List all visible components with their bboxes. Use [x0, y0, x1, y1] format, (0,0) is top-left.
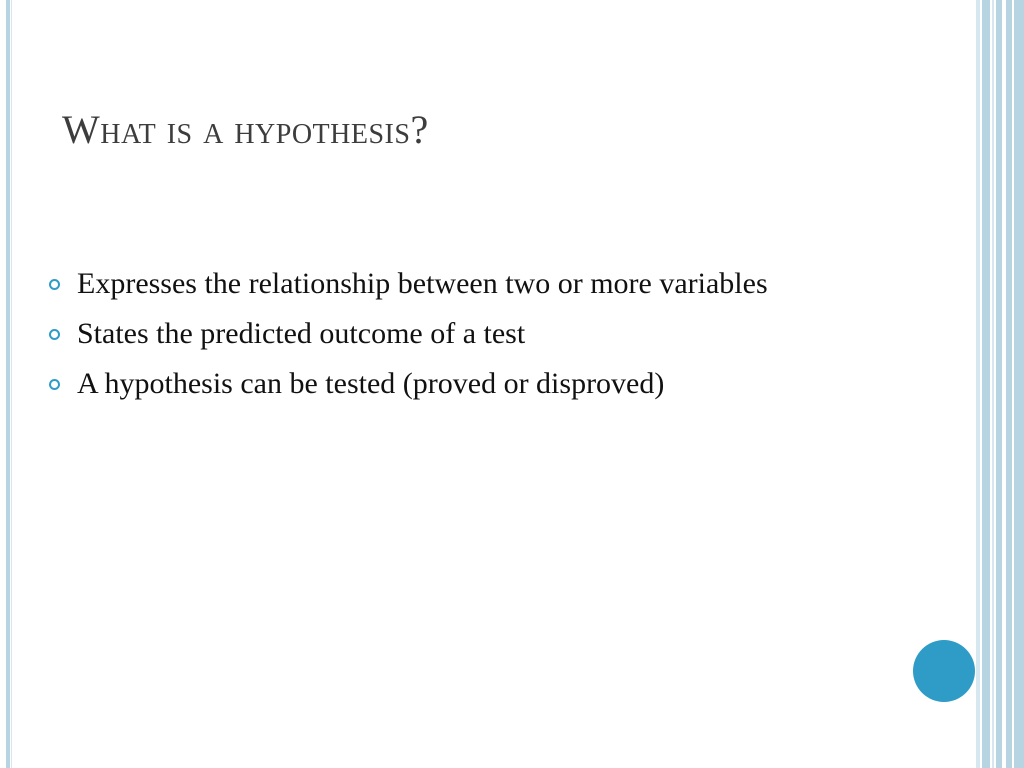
bullet-text: Expresses the relationship between two or more variables: [77, 267, 768, 300]
bullet-text: A hypothesis can be tested (proved or disproved): [77, 367, 665, 400]
ring-bullet-icon: [49, 279, 60, 290]
bullet-item: [46, 364, 846, 404]
slide-title: What is a hypothesis?: [62, 107, 429, 152]
right-stripe: [982, 0, 990, 768]
right-stripe: [1006, 0, 1024, 768]
bullet-text: States the predicted outcome of a test: [77, 317, 526, 350]
ring-bullet-icon: [49, 379, 60, 390]
bullet-list: [46, 264, 846, 414]
accent-circle: [913, 640, 975, 702]
bullet-item: [46, 314, 846, 354]
left-border-rule: [6, 0, 10, 768]
right-stripe: [976, 0, 980, 768]
right-stripe: [1012, 0, 1014, 768]
right-stripe: [992, 0, 994, 768]
bullet-item: [46, 264, 846, 304]
right-stripe: [996, 0, 1002, 768]
left-border-rule-inner: [11, 0, 12, 768]
ring-bullet-icon: [49, 329, 60, 340]
